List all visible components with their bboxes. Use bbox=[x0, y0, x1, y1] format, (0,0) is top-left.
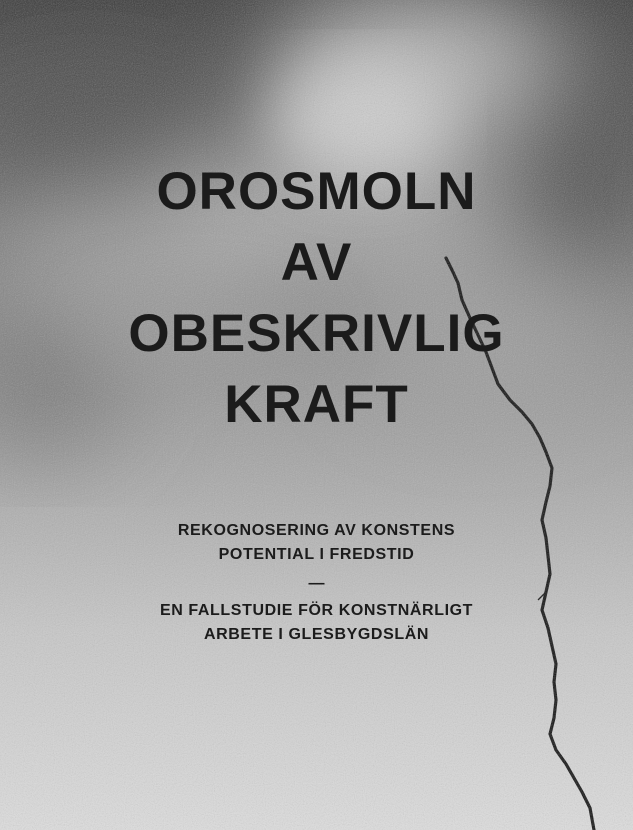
subtitle bbox=[0, 519, 633, 647]
subtitle-separator: — bbox=[308, 575, 325, 592]
title-line-4: KRAFT bbox=[224, 375, 409, 434]
title-line-2: AV bbox=[280, 233, 353, 292]
title-line-3: OBESKRIVLIG bbox=[128, 304, 505, 363]
subtitle-line-1: REKOGNOSERING AV KONSTENS bbox=[177, 522, 456, 539]
subtitle-line-2: POTENTIAL I FREDSTID bbox=[218, 546, 415, 563]
subtitle-line-4: ARBETE I GLESBYGDSLÄN bbox=[203, 626, 430, 643]
title-line-1: OROSMOLN bbox=[156, 162, 477, 221]
subtitle-line-3: EN FALLSTUDIE FÖR KONSTNÄRLIGT bbox=[159, 602, 474, 619]
main-title bbox=[0, 156, 633, 440]
